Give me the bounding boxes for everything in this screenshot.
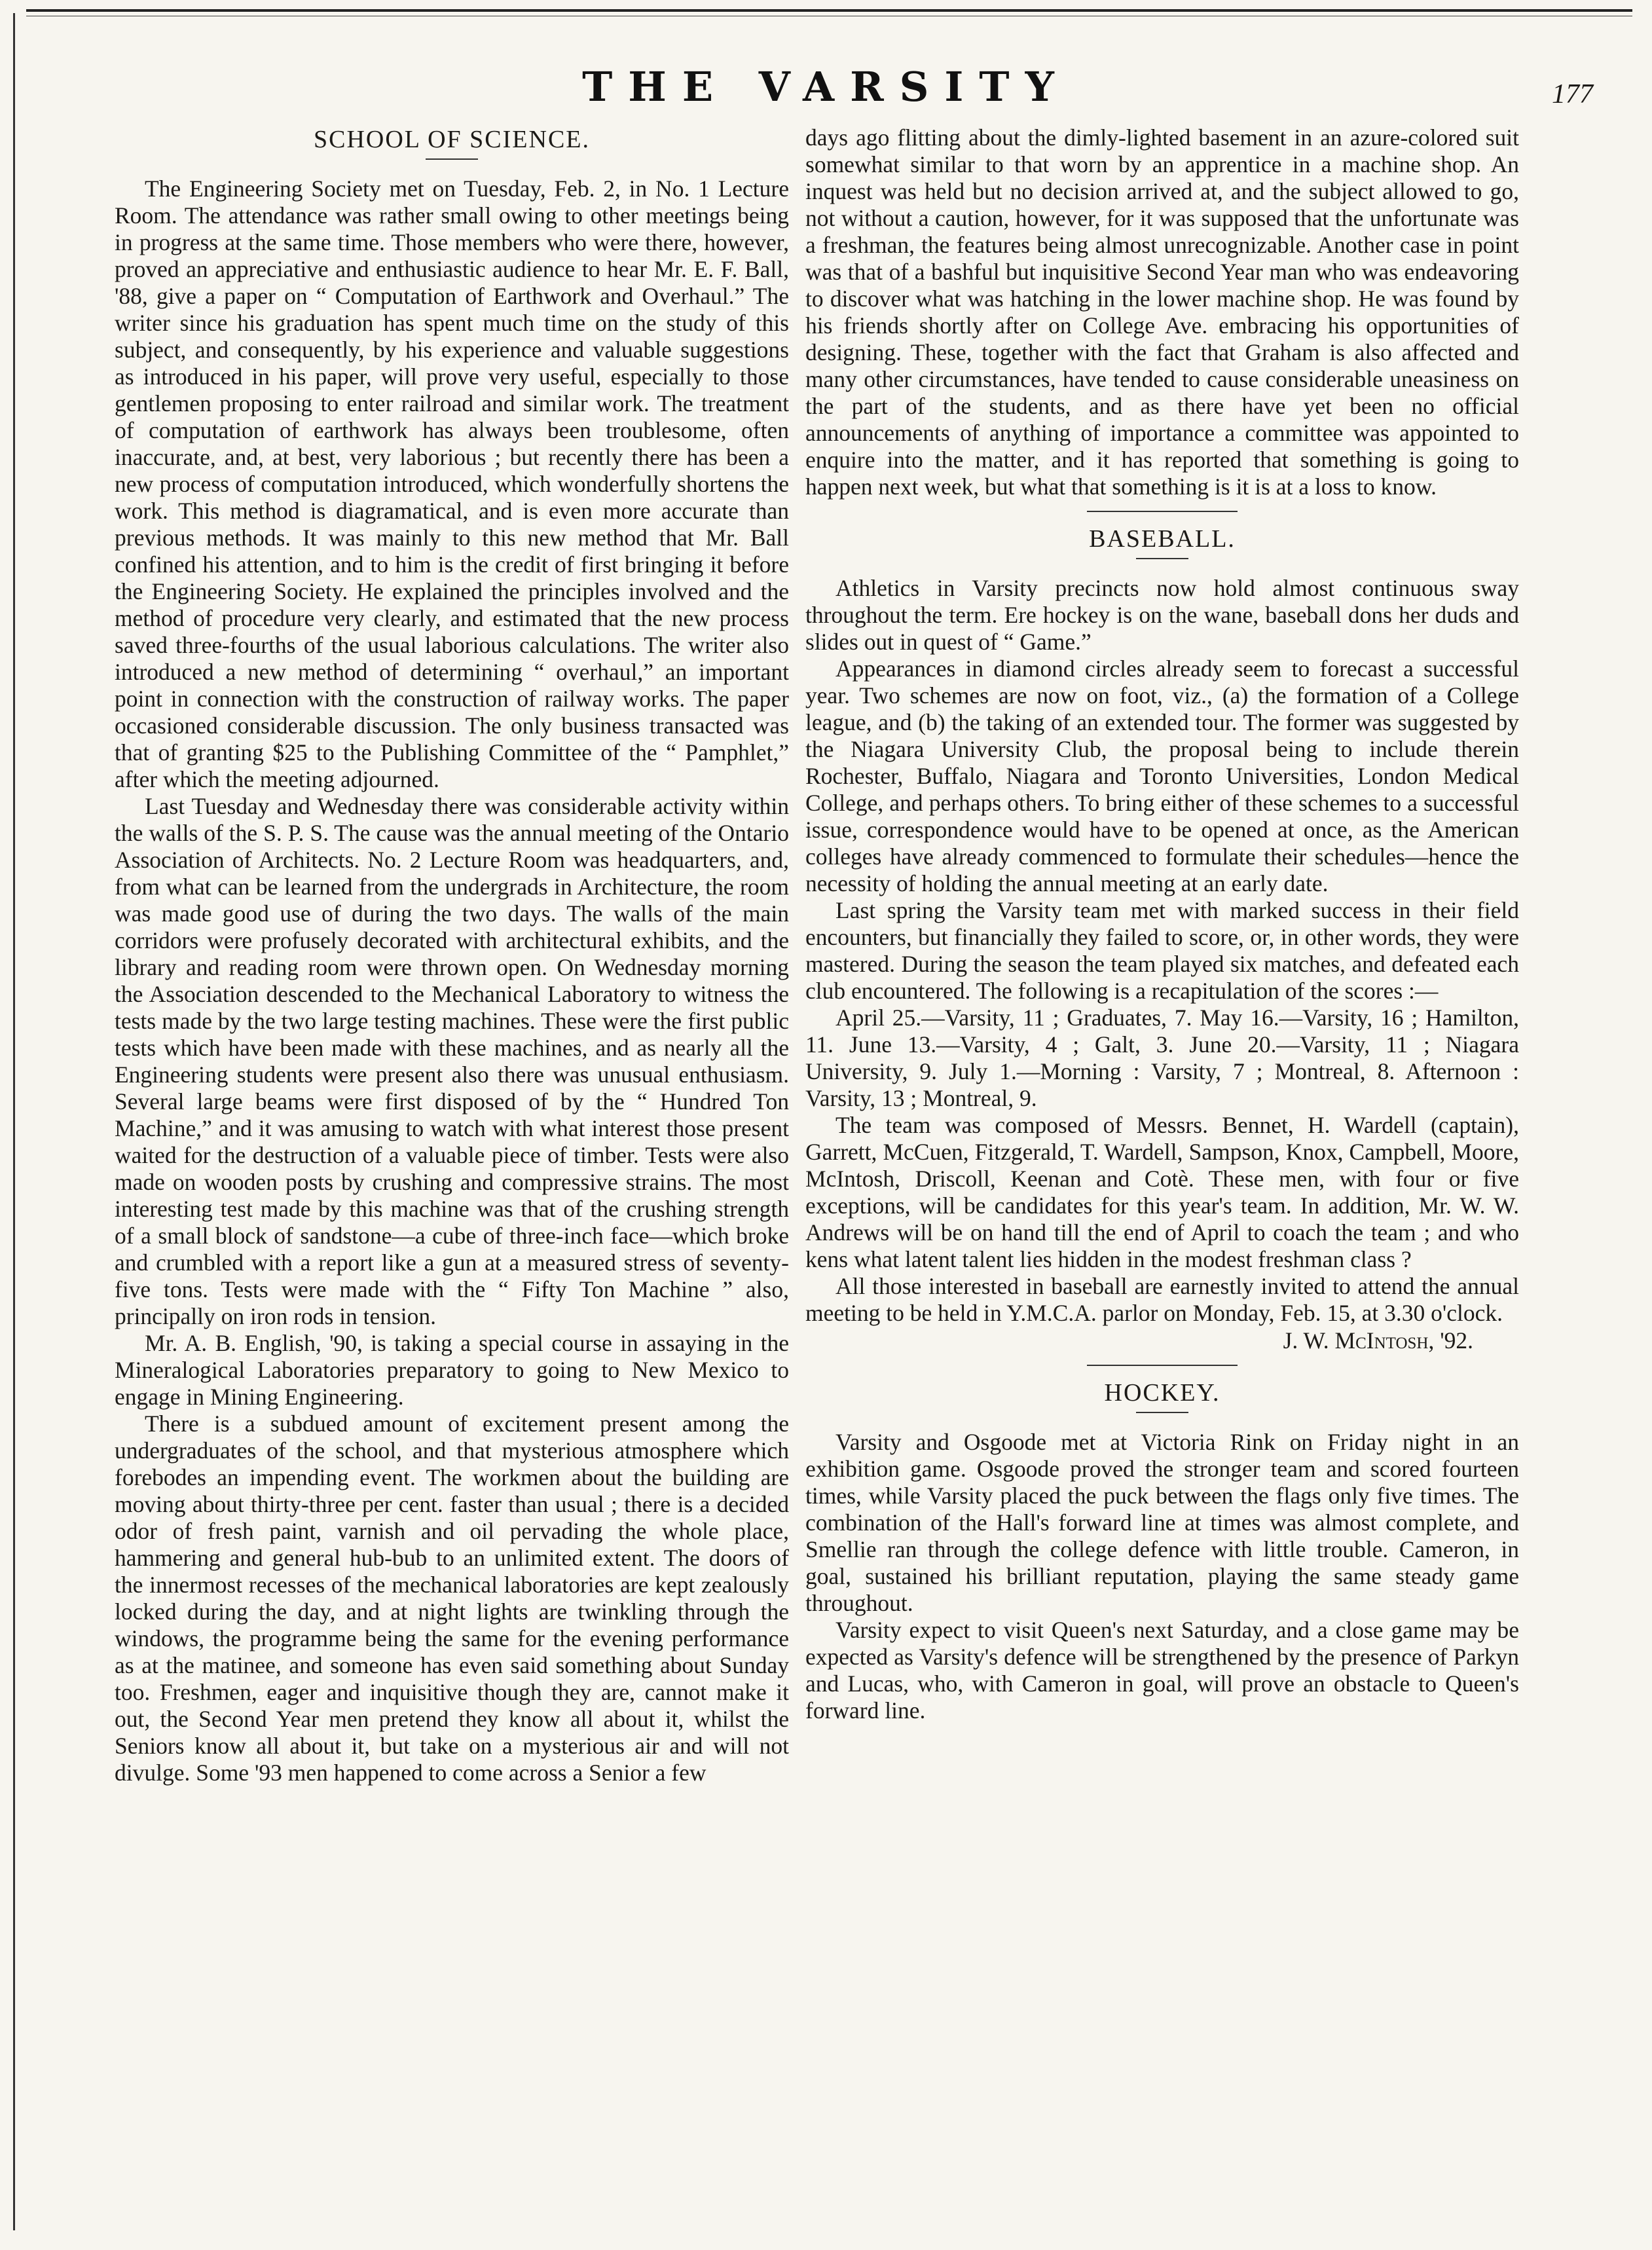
signature: J. W. McIntosh, '92. — [1283, 1327, 1473, 1354]
masthead: THE VARSITY — [582, 63, 1070, 111]
section-heading-hockey: HOCKEY. — [1104, 1379, 1221, 1407]
section-heading-school-of-science: SCHOOL OF SCIENCE. — [313, 126, 591, 153]
heading-rule — [1136, 558, 1188, 559]
paragraph: Mr. A. B. English, '90, is taking a special course in assaying in the Mineralogical Laboratories preparatory to going to New Mexico to engage in Mining Engineering. — [115, 1330, 789, 1410]
section-divider — [1087, 1365, 1238, 1366]
paragraph: All those interested in baseball are earnestly invited to attend the annual meeting to be held in Y.M.C.A. parlor on Monday, Feb. 15, at 3.30 o'clock. — [805, 1273, 1519, 1326]
section-divider — [1087, 511, 1238, 512]
right-column — [805, 124, 1519, 1724]
heading-rule — [426, 158, 478, 160]
page-number: 177 — [1552, 79, 1593, 109]
paragraph: Varsity expect to visit Queen's next Saturday, and a close game may be expected as Varsity's defence will be strengthened by the presence of Parkyn and Lucas, who, with Cameron in goal, will prove an obstacle to Queen's forward line. — [805, 1617, 1519, 1724]
top-border-rule — [26, 9, 1632, 12]
paragraph: There is a subdued amount of excitement present among the undergraduates of the school, and that mysterious atmosphere which forebodes an impending event. The workmen about the building are moving about thirty-three per cent. faster than usual ; there is a decided odor of fresh paint, varnish and oil pervading the whole place, hammering and general hub-bub to an unlimited extent. The doors of the innermost recesses of the mechanical laboratories are kept zealously locked during the day, and at night lights are twinkling through the windows, the programme being the same for the evening performance as at the matinee, and someone has even said something about Sunday too. Freshmen, eager and inquisitive though they are, cannot make it out, the Second Year men pretend they know all about it, whilst the Seniors know all about it, but take on a mysterious air and will not divulge. Some '93 men happened to come across a Senior a few — [115, 1411, 789, 1786]
section-heading-baseball: BASEBALL. — [1089, 525, 1236, 553]
heading-rule — [1136, 1412, 1188, 1413]
scores-paragraph: April 25.—Varsity, 11 ; Graduates, 7. May 16.—Varsity, 16 ; Hamilton, 11. June 13.—Varsity, 4 ; Galt, 3. June 20.—Varsity, 11 ; Niagara University, 9. July 1.—Morning : Varsity, 7 ; Montreal, 8. Afternoon : Varsity, 13 ; Montreal, 9. — [805, 1005, 1519, 1111]
continued-paragraph: days ago flitting about the dimly-lighted basement in an azure-colored suit somewhat similar to that worn by an apprentice in a machine shop. An inquest was held but no decision arrived at, and the subject allowed to go, not without a caution, however, for it was supposed that the unfortunate was a freshman, the features being almost unrecognizable. Another case in point was that of a bashful but inquisitive Second Year man who was endeavoring to discover what was hatching in the lower machine shop. He was found by his friends shortly after on College Ave. embracing his opportunities of designing. These, together with the fact that Graham is also affected and many other circumstances, have tended to cause considerable uneasiness on the part of the students, and as there have yet been no official announcements of anything of importance a committee was appointed to enquire into the matter, and it has reported that something is going to happen next week, but what that something is it is at a loss to know. — [805, 124, 1519, 500]
paragraph: The team was composed of Messrs. Bennet, H. Wardell (captain), Garrett, McCuen, Fitzgerald, T. Wardell, Sampson, Knox, Campbell, Moore, McIntosh, Driscoll, Keenan and Cotè. These men, with four or five exceptions, will be candidates for this year's team. In addition, Mr. W. W. Andrews will be on hand till the end of April to coach the team ; and who kens what latent talent lies hidden in the modest freshman class ? — [805, 1112, 1519, 1272]
paragraph: Athletics in Varsity precincts now hold almost continuous sway throughout the term. Ere hockey is on the wane, baseball dons her duds and slides out in quest of “ Game.” — [805, 575, 1519, 655]
paragraph: The Engineering Society met on Tuesday, Feb. 2, in No. 1 Lecture Room. The attendance was rather small owing to other meetings being in progress at the same time. Those members who were there, however, proved an appreciative and enthusiastic audience to hear Mr. E. F. Ball, '88, give a paper on “ Computation of Earthwork and Overhaul.” The writer since his graduation has spent much time on the study of this subject, and consequently, by his experience and valuable suggestions as introduced in his paper, will prove very useful, especially to those gentlemen proposing to enter railroad and similar work. The treatment of computation of earthwork has always been troublesome, often inaccurate, and, at best, very laborious ; but recently there has been a new process of computation introduced, which wonderfully shortens the work. This method is diagramatical, and is even more accurate than previous methods. It was mainly to this new method that Mr. Ball confined his attention, and to him is the credit of first bringing it before the Engineering Society. He explained the principles involved and the method of procedure very clearly, and estimated that the new process saved three-fourths of the usual laborious calculations. The writer also introduced a new method of determining “ overhaul,” an important point in connection with the construction of railway works. The paper occasioned considerable discussion. The only business transacted was that of granting $25 to the Publishing Committee of the “ Pamphlet,” after which the meeting adjourned. — [115, 175, 789, 792]
left-margin-rule — [13, 13, 15, 2230]
paragraph: Last Tuesday and Wednesday there was considerable activity within the walls of the S. P. S. The cause was the annual meeting of the Ontario Association of Architects. No. 2 Lecture Room was headquarters, and, from what can be learned from the undergrads in Architecture, the room was made good use of during the two days. The walls of the main corridors were profusely decorated with architectural exhibits, and the library and reading room were thrown open. On Wednesday morning the Association descended to the Mechanical Laboratory to witness the tests made by the two large testing machines. These were the first public tests which have been made with these machines, and as nearly all the Engineering students were present also there was unusual enthusiasm. Several large beams were first disposed of by the “ Hundred Ton Machine,” and it was amusing to watch with what interest those present waited for the destruction of a valuable piece of timber. Tests were also made on wooden posts by crushing and compressive strains. The most interesting test made by this machine was that of the crushing strength of a small block of sandstone—a cube of three-inch face—which broke and crumbled with a report like a gun at a measured stress of seventy-five tons. Tests were made with the “ Fifty Ton Machine ” also, principally on iron rods in tension. — [115, 793, 789, 1329]
paragraph: Varsity and Osgoode met at Victoria Rink on Friday night in an exhibition game. Osgoode proved the stronger team and scored fourteen times, while Varsity placed the puck between the flags only five times. The combination of the Hall's forward line at times was almost complete, and Smellie ran through the college defence with little trouble. Cameron, in goal, sustained his brilliant reputation, playing the same steady game throughout. — [805, 1429, 1519, 1616]
left-column — [115, 124, 789, 1786]
paragraph: Appearances in diamond circles already seem to forecast a successful year. Two schemes are now on foot, viz., (a) the formation of a College league, and (b) the taking of an extended tour. The former was suggested by the Niagara University Club, the proposal being to include therein Rochester, Buffalo, Niagara and Toronto Universities, London Medical College, and perhaps others. To bring either of these schemes to a successful issue, correspondence would have to be opened at once, as the American colleges have already commenced to formulate their schedules—hence the necessity of holding the annual meeting at an early date. — [805, 655, 1519, 896]
paragraph: Last spring the Varsity team met with marked success in their field encounters, but financially they failed to score, or, in other words, they were mastered. During the season the team played six matches, and defeated each club encountered. The following is a recapitulation of the scores :— — [805, 897, 1519, 1004]
